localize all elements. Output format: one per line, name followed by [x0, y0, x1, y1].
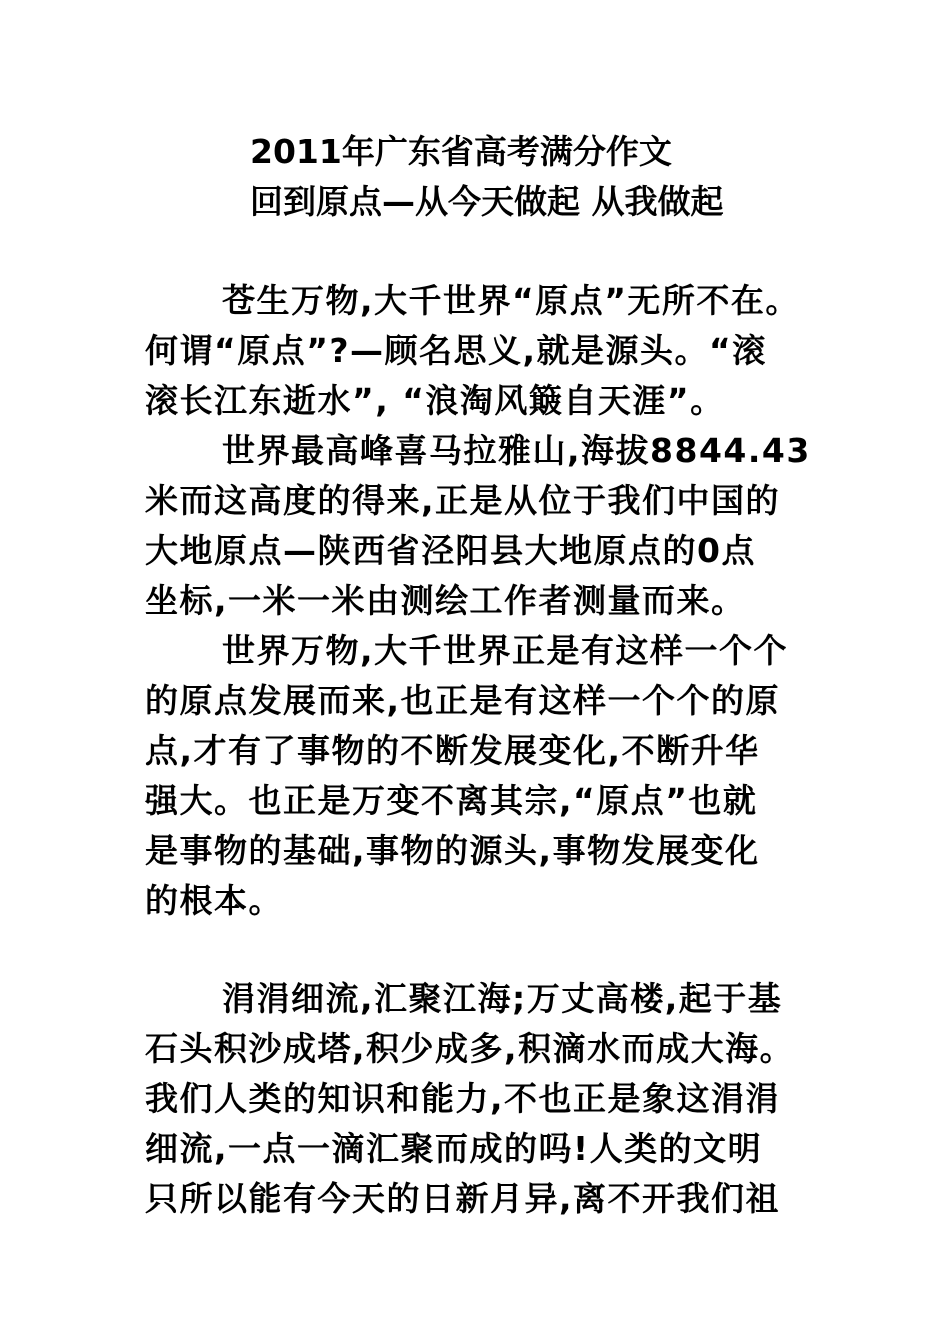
text-line: 是事物的基础,事物的源头,事物发展变化	[145, 831, 760, 870]
text-line: 点,才有了事物的不断发展变化,不断升华	[145, 731, 760, 770]
text-line: 只所以能有今天的日新月异,离不开我们祖	[145, 1179, 781, 1218]
document-subtitle: 回到原点—从今天做起 从我做起	[250, 182, 724, 221]
text-line: 大地原点—陕西省泾阳县大地原点的0点	[145, 531, 756, 570]
text-line: 细流,一点一滴汇聚而成的吗!人类的文明	[145, 1129, 763, 1168]
text-line: 世界最高峰喜马拉雅山,海拔8844.43	[222, 431, 811, 470]
text-line: 涓涓细流,汇聚江海;万丈高楼,起于基	[222, 979, 783, 1018]
text-line: 坐标,一米一米由测绘工作者测量而来。	[145, 581, 746, 620]
text-line: 何谓“原点”?—顾名思义,就是源头。“滚	[145, 331, 767, 370]
text-line: 世界万物,大千世界正是有这样一个个	[222, 631, 789, 670]
text-line: 苍生万物,大千世界“原点”无所不在。	[222, 281, 800, 320]
text-line: 我们人类的知识和能力,不也正是象这涓涓	[145, 1079, 781, 1118]
text-line: 滚长江东逝水”, “浪淘风簸自天涯”。	[145, 381, 725, 420]
text-line: 米而这高度的得来,正是从位于我们中国的	[145, 481, 781, 520]
text-line: 的原点发展而来,也正是有这样一个个的原	[145, 681, 781, 720]
text-line: 石头积沙成塔,积少成多,积滴水而成大海。	[145, 1029, 795, 1068]
text-line: 强大。也正是万变不离其宗,“原点”也就	[145, 781, 758, 820]
document-title: 2011年广东省高考满分作文	[250, 132, 672, 171]
text-line: 的根本。	[145, 881, 283, 920]
